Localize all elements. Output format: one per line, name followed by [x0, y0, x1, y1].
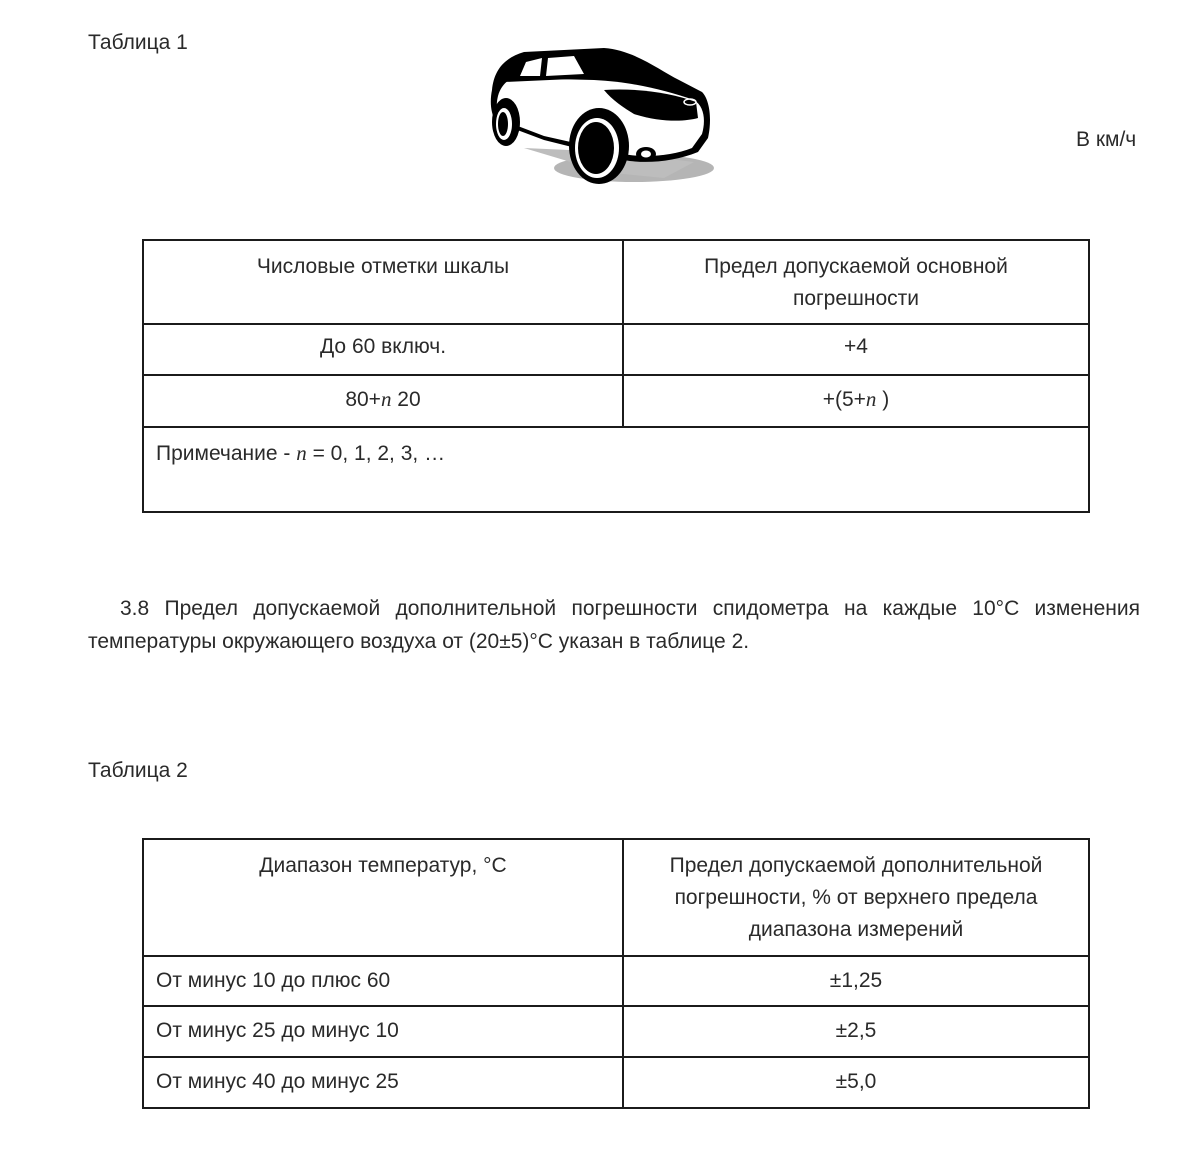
table2-header-limit: Предел допускаемой дополнительной погрешности, % от верхнего предела диапазона измерений	[623, 839, 1089, 956]
table2-cell-limit: ±1,25	[623, 956, 1089, 1006]
table1-header-limit: Предел допускаемой основной погрешности	[623, 240, 1089, 324]
table1-caption: Таблица 1	[88, 31, 188, 54]
table2-cell-range: От минус 10 до плюс 60	[143, 956, 623, 1006]
table2-cell-range: От минус 25 до минус 10	[143, 1006, 623, 1057]
table-2	[142, 838, 1090, 1109]
table-row	[143, 324, 1089, 375]
table-row	[143, 956, 1089, 1006]
table2-header-range: Диапазон температур, °С	[143, 839, 623, 956]
table1-cell-scale: До 60 включ.	[143, 324, 623, 375]
table1-cell-limit: +4	[623, 324, 1089, 375]
note-label: Примечание -	[156, 442, 291, 465]
table2-cell-range: От минус 40 до минус 25	[143, 1057, 623, 1108]
table-1	[142, 239, 1090, 513]
table2-cell-limit: ±5,0	[623, 1057, 1089, 1108]
formula-prefix: 80+	[345, 388, 381, 411]
table1-note	[143, 427, 1089, 512]
table-row	[143, 1006, 1089, 1057]
variable-n: n	[380, 387, 392, 411]
table2-cell-limit: ±2,5	[623, 1006, 1089, 1057]
table1-cell-scale	[143, 375, 623, 427]
table-row	[143, 375, 1089, 427]
table1-cell-limit	[623, 375, 1089, 427]
table1-header-scale: Числовые отметки шкалы	[143, 240, 623, 324]
table-row	[143, 1057, 1089, 1108]
table2-caption: Таблица 2	[88, 759, 188, 782]
note-values: = 0, 1, 2, 3, …	[312, 442, 446, 465]
formula-suffix: )	[882, 388, 890, 411]
formula-prefix: +(5+	[822, 388, 866, 411]
paragraph-3-8: 3.8 Предел допускаемой дополнительной погрешности спидометра на каждые 10°С изменения температуры окружающего воздуха от (20±5)°С указан в таблице 2.	[88, 597, 1140, 653]
units-label: В км/ч	[1076, 128, 1137, 151]
formula-suffix: 20	[397, 388, 421, 411]
variable-n: n	[865, 387, 877, 411]
car-icon	[484, 40, 716, 188]
variable-n: n	[296, 441, 307, 465]
